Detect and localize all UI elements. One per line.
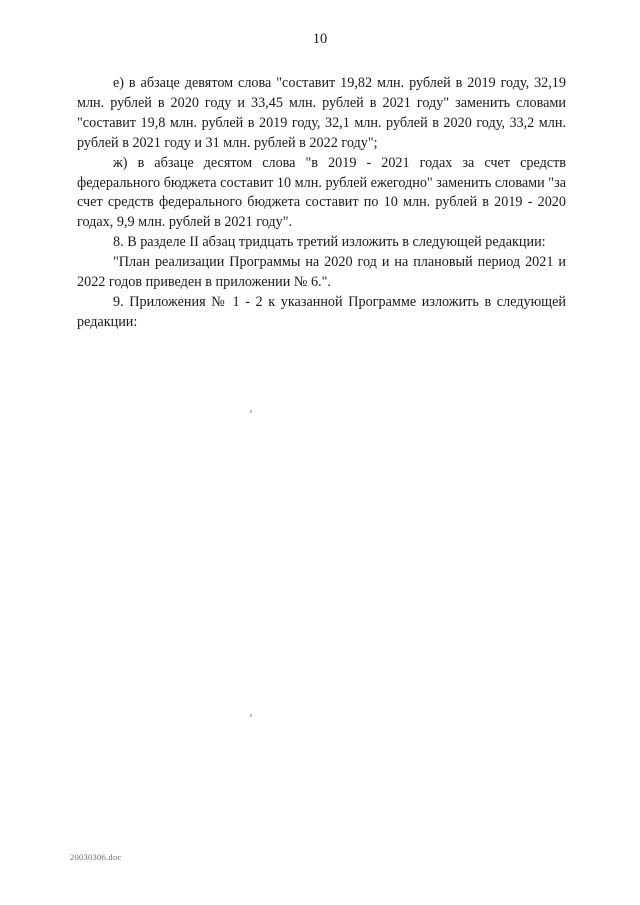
scan-artifact-speck: [250, 714, 252, 717]
paragraph-item-8-quote: "План реализации Программы на 2020 год и на плановый период 2021 и 2022 годов приведен в приложении № 6.".: [77, 254, 566, 291]
page-number: 10: [312, 31, 328, 47]
paragraph-item-8: 8. В разделе II абзац тридцать третий изложить в следующей редакции:: [113, 234, 546, 251]
paragraph-clause-zh: ж) в абзаце десятом слова "в 2019 - 2021 годах за счет средств федерального бюджета составит 10 млн. рублей ежегодно" заменить словами "за счет средств федерального бюджета составит по 10 млн. рублей в 2019 - 2020 годах, 9,9 млн. рублей в 2021 году".: [77, 154, 566, 231]
scan-artifact-speck: [250, 410, 252, 413]
document-body: [77, 74, 566, 333]
footer-filename: 20030306.doc: [70, 852, 122, 862]
paragraph-clause-e: е) в абзаце девятом слова "составит 19,82 млн. рублей в 2019 году, 32,19 млн. рублей в 2020 году и 33,45 млн. рублей в 2021 году" заменить словами "составит 19,8 млн. рублей в 2019 году, 32,1 млн. рублей в 2020 году, 33,2 млн. рублей в 2021 году и 31 млн. рублей в 2022 году";: [77, 75, 566, 151]
paragraph-item-9: 9. Приложения № 1 - 2 к указанной Программе изложить в следующей редакции:: [77, 293, 566, 330]
